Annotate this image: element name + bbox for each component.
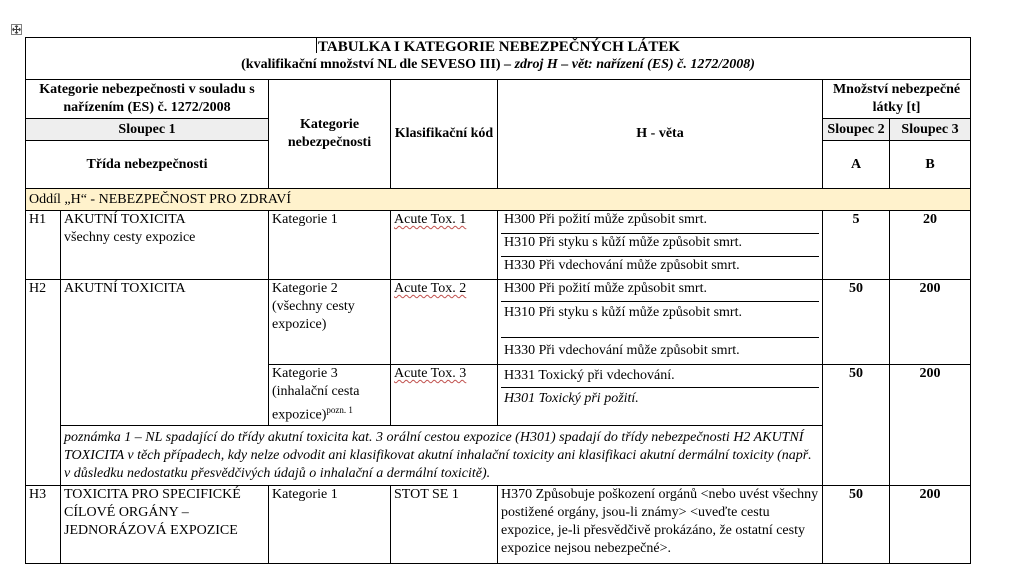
header-h-veta[interactable]: H - věta (498, 80, 823, 189)
table-title: TABULKA I KATEGORIE NEBEZPEČNÝCH LÁTEK (318, 39, 681, 55)
h3-mnozstvi-b[interactable]: 200 (890, 485, 971, 563)
table-subtitle: (kvalifikační množství NL dle SEVESO III) (241, 57, 501, 72)
h1-code[interactable]: H1 (26, 211, 61, 280)
header-sloupec-3[interactable]: Sloupec 3 (890, 119, 971, 141)
h1-trida[interactable]: AKUTNÍ TOXICITA všechny cesty expozice (61, 211, 269, 280)
h2-mnozstvi-a-3[interactable]: 50 (823, 365, 890, 486)
header-sloupec-2[interactable]: Sloupec 2 (823, 119, 890, 141)
h2-h-veta-301: H301 Toxický při požití. (504, 391, 639, 406)
hazard-table (25, 37, 971, 564)
h3-mnozstvi-a[interactable]: 50 (823, 485, 890, 563)
h2-h-veta-2: H310 Při styku s kůží může způsobit smrt. (501, 302, 819, 338)
h1-h-veta-1: H300 Při požití může způsobit smrt. (501, 211, 819, 234)
header-column-a[interactable]: A (823, 141, 890, 189)
h3-h-veta[interactable]: H370 Způsobuje poškození orgánů <nebo uvést všechny postižené orgány, jsou-li známy> <uveďte cestu expozice, je-li přesvědčivě prokázáno, že ostatní cesty expozice nejsou nebezpečné>. (498, 485, 823, 563)
header-column-b[interactable]: B (890, 141, 971, 189)
h2-h-vety-3[interactable] (498, 365, 823, 426)
header-kategorie-nebezpecnosti[interactable]: Kategorie nebezpečnosti (269, 80, 391, 189)
h1-mnozstvi-a[interactable]: 5 (823, 211, 890, 280)
header-kategorie-souladu[interactable]: Kategorie nebezpečnosti v souladu s nařízením (ES) č. 1272/2008 (26, 80, 269, 119)
table-title-cell[interactable] (26, 38, 971, 80)
h1-h-veta-2: H310 Při styku s kůží může způsobit smrt. (501, 234, 819, 257)
header-klasifikacni-kod[interactable]: Klasifikační kód (391, 80, 498, 189)
table-move-handle-icon[interactable] (11, 24, 22, 35)
h2-h-veta-331: H331 Toxický při vdechování. (501, 365, 819, 388)
h3-kategorie[interactable]: Kategorie 1 (269, 485, 391, 563)
h2-h-veta-1: H300 Při požití může způsobit smrt. (501, 280, 819, 302)
h1-kategorie[interactable]: Kategorie 1 (269, 211, 391, 280)
table-subtitle-source: – zdroj H – vět: nařízení (ES) č. 1272/2008) (500, 57, 755, 72)
header-sloupec-1[interactable]: Sloupec 1 (26, 119, 269, 141)
h2-mnozstvi-b-2[interactable]: 200 (890, 280, 971, 365)
h3-code[interactable]: H3 (26, 485, 61, 563)
h2-kategorie-3[interactable]: Kategorie 3 (inhalační cesta expozice)$^{pozn. 1}$ (269, 365, 391, 426)
h2-mnozstvi-a-2[interactable]: 50 (823, 280, 890, 365)
h2-klasifikacni-kod-3[interactable]: Acute Tox. 3 (391, 365, 498, 426)
h2-h-veta-3: H330 Při vdechování může způsobit smrt. (504, 343, 740, 358)
h2-kategorie-2[interactable]: Kategorie 2 (všechny cesty expozice) (269, 280, 391, 365)
header-mnozstvi[interactable]: Množství nebezpečné látky [t] (823, 80, 971, 119)
h2-klasifikacni-kod-2[interactable]: Acute Tox. 2 (391, 280, 498, 365)
h2-mnozstvi-b-3[interactable]: 200 (890, 365, 971, 486)
header-trida-nebezpecnosti[interactable]: Třída nebezpečnosti (26, 141, 269, 189)
h1-h-veta-3: H330 Při vdechování může způsobit smrt. (504, 258, 740, 273)
h3-klasifikacni-kod[interactable]: STOT SE 1 (391, 485, 498, 563)
h2-h-vety-2[interactable] (498, 280, 823, 365)
footnote-ref[interactable]: pozn. 1 (326, 405, 353, 415)
h2-trida[interactable]: AKUTNÍ TOXICITA (61, 280, 269, 426)
text-cursor (316, 38, 317, 53)
h2-code[interactable]: H2 (26, 280, 61, 486)
h2-poznamka-1[interactable]: poznámka 1 – NL spadající do třídy akutní toxicita kat. 3 orální cestou expozice (H301) spadají do třídy nebezpečnosti H2 AKUTNÍ TOXICITA v těch případech, kdy nelze odvodit ani klasifikovat akutní inhalační toxicity ani klasifikaci akutní dermální toxicity (např. v důsledku nedostatku přesvědčivých údajů o inhalační a dermální toxicitě). (61, 425, 823, 485)
h1-klasifikacni-kod[interactable]: Acute Tox. 1 (391, 211, 498, 280)
h1-h-vety[interactable] (498, 211, 823, 280)
section-health-hazard[interactable]: Oddíl „H“ - NEBEZPEČNOST PRO ZDRAVÍ (26, 189, 971, 211)
h1-mnozstvi-b[interactable]: 20 (890, 211, 971, 280)
h3-trida[interactable]: TOXICITA PRO SPECIFICKÉ CÍLOVÉ ORGÁNY – JEDNORÁZOVÁ EXPOZICE (61, 485, 269, 563)
